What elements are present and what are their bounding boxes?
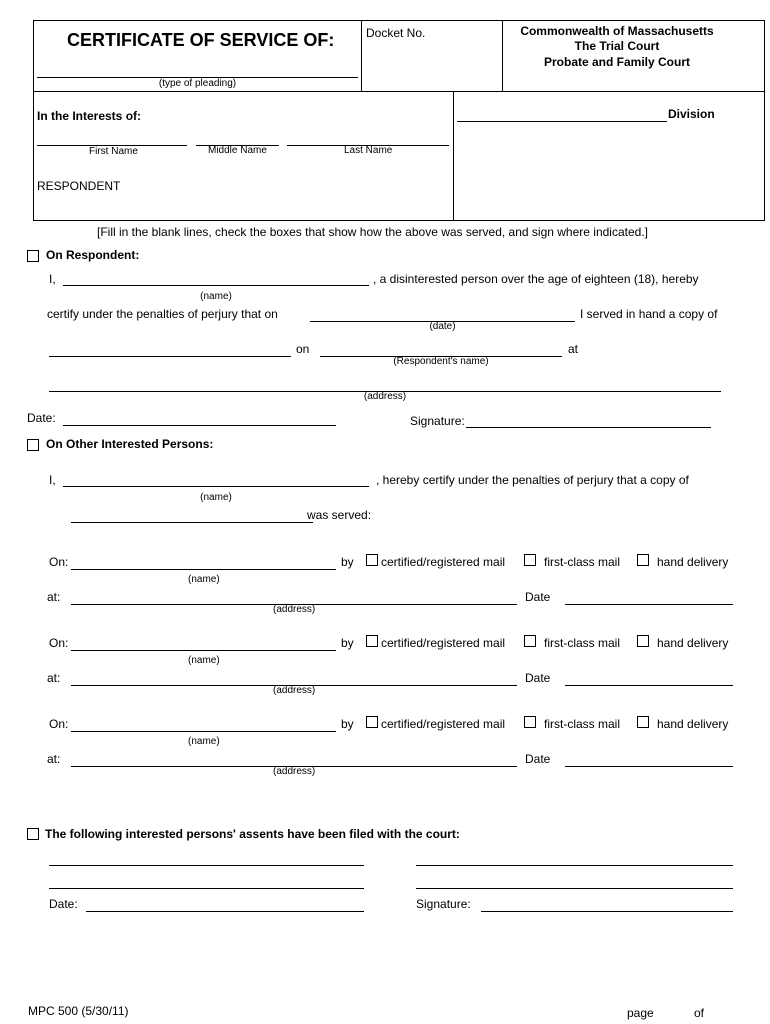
service-on-label: On:: [49, 636, 69, 650]
service-address-caption: (address): [273, 766, 316, 777]
service-name-line[interactable]: [71, 731, 336, 732]
first-class-mail-checkbox[interactable]: [524, 716, 536, 728]
respondent-heading: On Respondent:: [46, 248, 140, 262]
service-date-label: Date: [525, 590, 551, 604]
server-name-caption: (name): [200, 291, 232, 302]
court-name-1: Commonwealth of Massachusetts: [520, 24, 714, 38]
service-at-label: at:: [47, 590, 61, 604]
first-class-mail-checkbox[interactable]: [524, 635, 536, 647]
respondent-i-label: I,: [49, 272, 56, 286]
first-class-mail-checkbox[interactable]: [524, 554, 536, 566]
service-name-caption: (name): [188, 574, 220, 585]
service-at-label: at:: [47, 671, 61, 685]
other-server-name-caption: (name): [200, 492, 232, 503]
service-by-label: by: [341, 555, 354, 569]
service-date-label: Date: [525, 671, 551, 685]
form-title: CERTIFICATE OF SERVICE OF:: [67, 30, 335, 50]
service-on-label: On:: [49, 555, 69, 569]
disinterested-text: , a disinterested person over the age of eighteen (18), hereby: [373, 272, 699, 286]
hand-delivery-label: hand delivery: [657, 717, 729, 731]
respondent-address-caption: (address): [363, 391, 407, 402]
hand-delivery-label: hand delivery: [657, 555, 729, 569]
first-class-mail-label: first-class mail: [544, 717, 621, 731]
assents-checkbox[interactable]: [27, 828, 39, 840]
form-id: MPC 500 (5/30/11): [28, 1004, 129, 1018]
header-divider-3: [453, 91, 454, 220]
document-served-line[interactable]: [49, 356, 291, 357]
service-name-line[interactable]: [71, 569, 336, 570]
assent-name-line-right-2[interactable]: [416, 888, 733, 889]
service-on-label: On:: [49, 717, 69, 731]
was-served-text: was served:: [307, 508, 372, 522]
assents-date-label: Date:: [49, 897, 78, 911]
assent-name-line-right-1[interactable]: [416, 865, 733, 866]
on-label: on: [296, 342, 310, 356]
other-certify-text: , hereby certify under the penalties of perjury that a copy of: [376, 473, 689, 487]
last-name-caption: Last Name: [344, 145, 393, 156]
other-persons-checkbox[interactable]: [27, 439, 39, 451]
respondent-signature-label: Signature:: [410, 414, 465, 428]
certified-mail-label: certified/registered mail: [381, 717, 506, 731]
interests-label: In the Interests of:: [37, 109, 142, 123]
assents-heading: The following interested persons' assents have been filed with the court:: [45, 827, 460, 841]
other-document-line[interactable]: [71, 522, 313, 523]
service-address-caption: (address): [273, 604, 316, 615]
assents-signature-label: Signature:: [416, 897, 471, 911]
certified-mail-label: certified/registered mail: [381, 555, 506, 569]
at-label: at: [568, 342, 579, 356]
division-label: Division: [668, 107, 715, 121]
pleading-type-caption: (type of pleading): [158, 78, 237, 89]
other-persons-heading: On Other Interested Persons:: [46, 437, 214, 451]
respondent-signature-line[interactable]: [466, 427, 711, 428]
of-label: of: [694, 1006, 705, 1020]
middle-name-caption: Middle Name: [208, 145, 267, 156]
page-label: page: [627, 1006, 654, 1020]
service-name-caption: (name): [188, 655, 220, 666]
first-name-caption: First Name: [89, 146, 138, 157]
served-hand-text: I served in hand a copy of: [580, 307, 718, 321]
other-i-label: I,: [49, 473, 56, 487]
respondent-label: RESPONDENT: [37, 179, 121, 193]
service-date-line[interactable]: [565, 604, 733, 605]
certified-mail-checkbox[interactable]: [366, 716, 378, 728]
service-date-line[interactable]: [565, 766, 733, 767]
header-divider-1: [361, 20, 362, 91]
assents-signature-line[interactable]: [481, 911, 733, 912]
court-name-3: Probate and Family Court: [543, 55, 691, 69]
header-bottom-frame: [33, 91, 765, 221]
instructions-text: [Fill in the blank lines, check the boxes that show how the above was served, and sign where indicated.]: [97, 225, 648, 239]
first-class-mail-label: first-class mail: [544, 555, 621, 569]
respondent-date-label: Date:: [27, 411, 56, 425]
assent-name-line-left-1[interactable]: [49, 865, 364, 866]
court-name-2: The Trial Court: [574, 39, 660, 53]
respondent-checkbox[interactable]: [27, 250, 39, 262]
division-line[interactable]: [457, 121, 667, 122]
respondent-date-line[interactable]: [63, 425, 336, 426]
certified-mail-label: certified/registered mail: [381, 636, 506, 650]
hand-delivery-label: hand delivery: [657, 636, 729, 650]
certified-mail-checkbox[interactable]: [366, 635, 378, 647]
hand-delivery-checkbox[interactable]: [637, 635, 649, 647]
respondent-name-caption: (Respondent's name): [393, 356, 489, 367]
served-date-caption: (date): [429, 321, 456, 332]
service-date-line[interactable]: [565, 685, 733, 686]
certified-mail-checkbox[interactable]: [366, 554, 378, 566]
service-name-caption: (name): [188, 736, 220, 747]
hand-delivery-checkbox[interactable]: [637, 716, 649, 728]
other-server-name-line[interactable]: [63, 486, 369, 487]
assents-date-line[interactable]: [86, 911, 364, 912]
first-class-mail-label: first-class mail: [544, 636, 621, 650]
service-name-line[interactable]: [71, 650, 336, 651]
service-by-label: by: [341, 636, 354, 650]
service-at-label: at:: [47, 752, 61, 766]
docket-label: Docket No.: [366, 26, 426, 40]
service-by-label: by: [341, 717, 354, 731]
respondent-server-name-line[interactable]: [63, 285, 369, 286]
hand-delivery-checkbox[interactable]: [637, 554, 649, 566]
service-date-label: Date: [525, 752, 551, 766]
service-address-caption: (address): [273, 685, 316, 696]
certify-text: certify under the penalties of perjury that on: [47, 307, 278, 321]
assent-name-line-left-2[interactable]: [49, 888, 364, 889]
